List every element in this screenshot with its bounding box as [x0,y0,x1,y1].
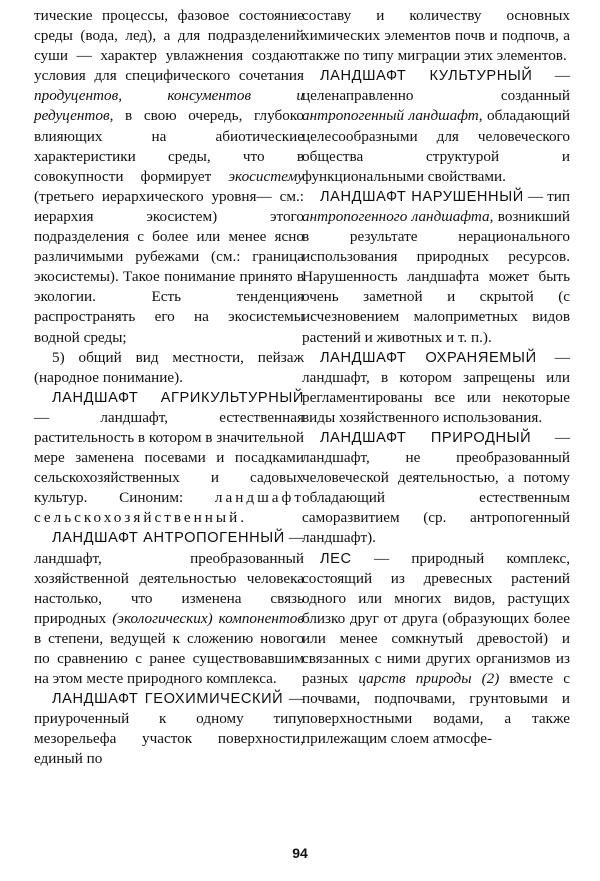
entry-landscape-protected [302,348,570,428]
entry-landscape-geochemical [34,689,304,769]
text-run: (третьего иерархического уровня— см.: иерархия экосистем) этого подразделения с более или менее ясно различимыми рубежами (см.: граница экосистемы). Такое понимание принято в экологии. Есть тенденция распространять его на экосистемы водной среды; [34,187,304,346]
text-run: — ландшафт, преобразованный хозяйственной деятельностью человека настолько, что изменена связь природных [34,529,305,627]
text-run: в степени, ведущей к сложению нового по сравнению с ранее существовавшим на этом месте природного комплекса. [34,629,304,688]
text-run: вместе с почвами, подпочвами, грунтовыми и поверхностными водами, а также прилежащим слоем атмосфе- [302,670,570,748]
text-run: , обладающий целесообразными для человеческого общества структурой и функциональными свойствами. [302,107,570,185]
italic-term: (экологических) компонентов [112,609,304,627]
text-run: , возникший в результате нерационального использования природных ресурсов. Нарушенность ландшафта может быть очень заметной и скрытой (с исчезновением малоприметных видов растений и животных и т. п.). [302,207,570,346]
text-run: . [240,509,245,527]
entry-landscape-anthropogenic [34,528,304,689]
text-run: — тип [523,187,570,205]
entry-continuation: составу и количеству основных химических элементов почв и подпочв, а также по типу миграции этих элементов. [302,7,570,65]
entry-headword: ЛЕС [320,550,352,567]
left-column [34,6,304,770]
text-run: — приуроченный к одному типу мезорельефа участок поверхности, единый по [34,690,304,768]
entry-continuation [34,6,304,348]
text-run: — целенаправленно созданный [302,67,570,105]
text-run: — ландшафт, в котором запрещены или регламентированы все или некоторые виды хозяйственного использования. [302,348,570,426]
italic-term: царств природы (2) [358,670,500,688]
entry-landscape-cultural [302,66,570,187]
entry-landscape-agricultural [34,388,304,529]
entry-landscape-natural [302,428,570,549]
text-run: , в свою очередь, глубоко влияющих на абиотические характеристики среды, что в совокупности формирует [34,107,304,185]
entry-landscape-disturbed [302,187,570,348]
entry-forest [302,549,570,750]
entry-headword: ЛАНДШАФТ КУЛЬТУРНЫЙ [320,68,533,85]
text-run: — ландшафт, естественная растительность в котором в значительной мере заменена посевами и посадками сельскохозяйственных и садовых культур. Синоним: [34,408,304,507]
entry-headword: ЛАНДШАФТ АГРИКУЛЬТУРНЫЙ [52,389,304,406]
list-item-5: 5) общий вид местности, пейзаж (народное понимание). [34,348,304,386]
entry-headword: ЛАНДШАФТ ОХРАНЯЕМЫЙ [320,349,537,366]
right-column [302,6,570,749]
text-run: — ландшафт, не преобразованный человеческой деятельностью, а потому обладающий естественным саморазвитием (ср. антропогенный ландшафт). [302,428,570,547]
page-number: 94 [292,845,308,861]
entry-headword: ЛАНДШАФТ АНТРОПОГЕННЫЙ [52,530,285,547]
italic-term: экосистему [228,167,304,185]
entry-headword: ЛАНДШАФТ ПРИРОДНЫЙ [320,429,532,446]
text-run: — природный комплекс, состоящий из древесных растений одного или многих видов, растущих близко друг от друга (образующих более или менее сомкнутый древостой) и связанных с ними других организмов из разных [302,549,570,688]
italic-term: антропогенного ландшафта [302,207,490,225]
italic-term: антропогенный ландшафт [302,107,479,125]
text-run: тические процессы, фазовое состояние среды (вода, лед), а для подразделений суши — характер увлажнения создают условия для специфического сочетания [34,7,304,85]
synonym-text: ландшафт сельскохозяйственный [34,489,304,527]
entry-headword: ЛАНДШАФТ НАРУШЕННЫЙ [320,188,524,205]
italic-term: продуцентов, консументов и редуцентов [34,87,304,125]
entry-headword: ЛАНДШАФТ ГЕОХИМИЧЕСКИЙ [52,691,284,708]
